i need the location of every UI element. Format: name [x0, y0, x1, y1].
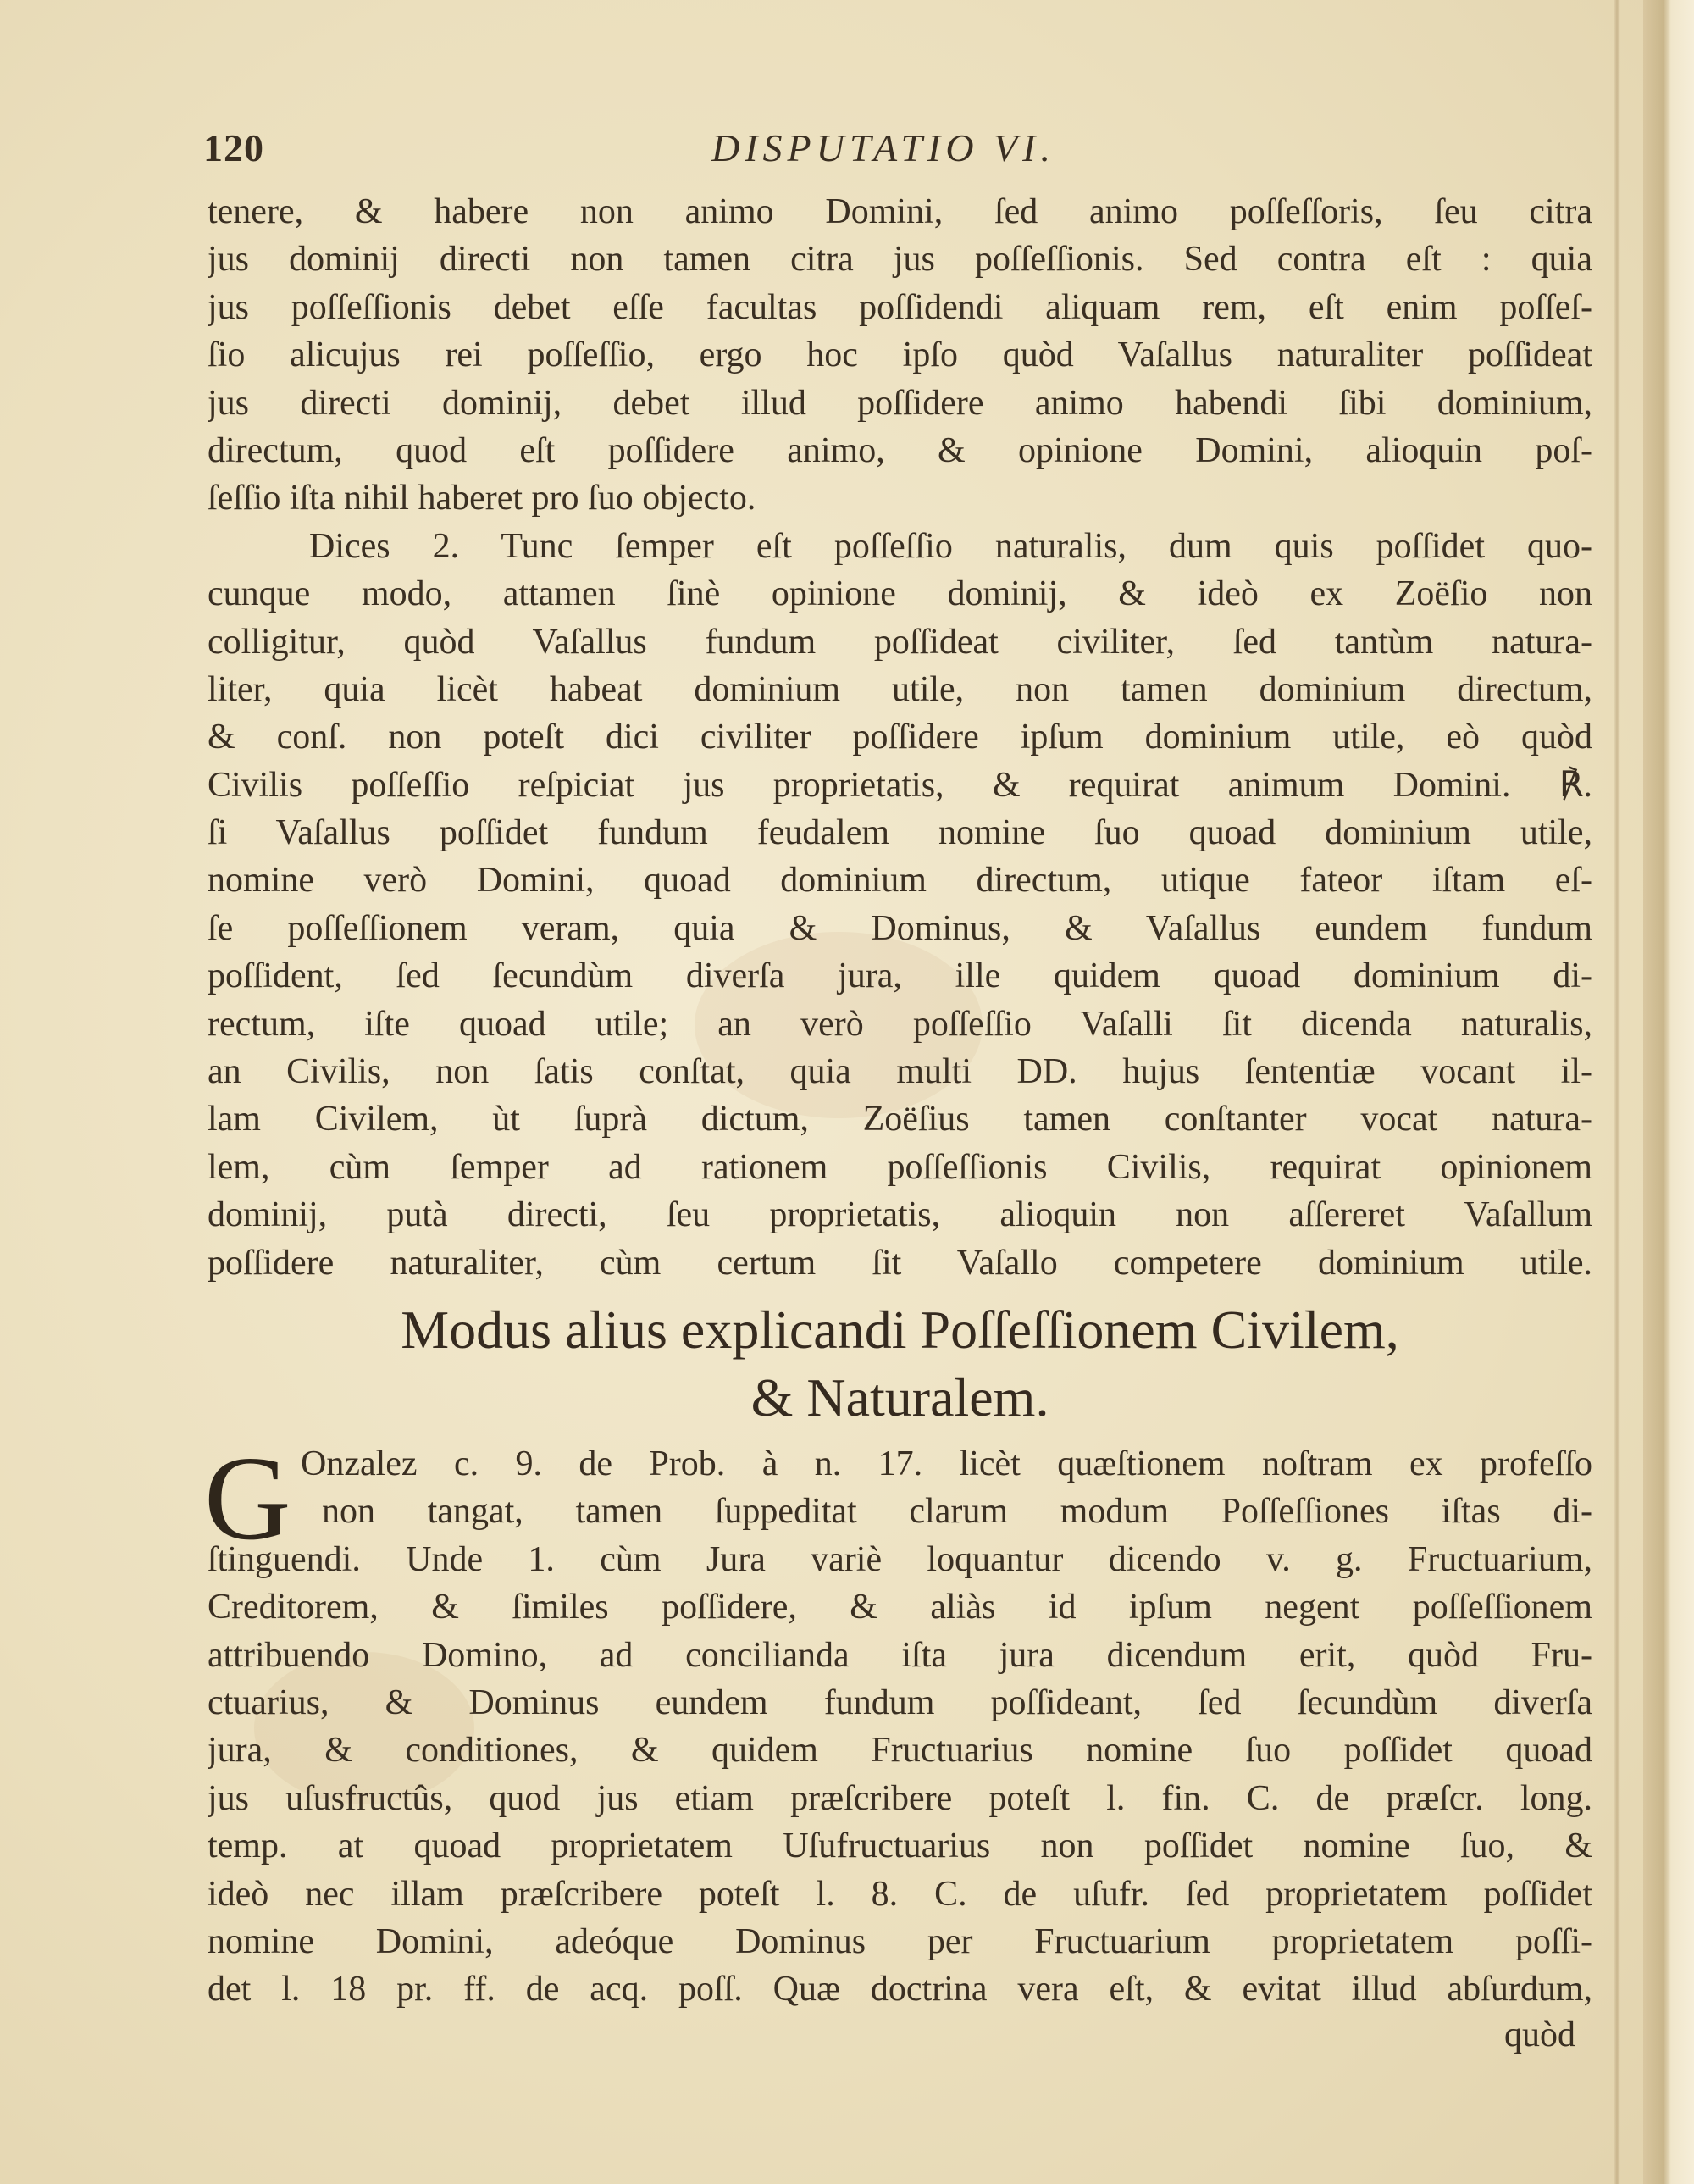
- section-heading-line-1: Modus alius explicandi Poſſeſſionem Civilem,: [401, 1300, 1399, 1360]
- text-line: poſſidere naturaliter, cùm certum ſit Vaſallo competere dominium utile.: [208, 1243, 1592, 1283]
- text-line: rectum, iſte quoad utile; an verò poſſeſſio Vaſalli ſit dicenda naturalis,: [208, 1004, 1592, 1044]
- text-line: ſi Vaſallus poſſidet fundum feudalem nomine ſuo quoad dominium utile,: [208, 813, 1592, 853]
- text-line: ſio alicujus rei poſſeſſio, ergo hoc ipſo quòd Vaſallus naturaliter poſſideat: [208, 335, 1592, 375]
- text-line: nomine verò Domini, quoad dominium directum, utique fateor iſtam eſ-: [208, 861, 1592, 901]
- section-heading: [208, 1296, 1592, 1432]
- running-head: DISPUTATIO VI.: [711, 126, 1055, 169]
- text-line: Creditorem, & ſimiles poſſidere, & aliàs id ipſum negent poſſeſſionem: [208, 1588, 1592, 1627]
- text-line: directum, quod eſt poſſidere animo, & opinione Domini, alioquin poſ-: [208, 430, 1592, 470]
- text-line: nomine Domini, adeóque Dominus per Fructuarium proprietatem poſſi-: [208, 1921, 1592, 1961]
- text-line: ctuarius, & Dominus eundem fundum poſſideant, ſed ſecundùm diverſa: [208, 1682, 1592, 1722]
- text-line: ſeſſio iſta nihil haberet pro ſuo objecto.: [208, 479, 756, 518]
- text-line: lam Civilem, ùt ſuprà dictum, Zoëſius tamen conſtanter vocat natura-: [208, 1100, 1592, 1139]
- text-line: liter, quia licèt habeat dominium utile, non tamen dominium directum,: [208, 669, 1592, 709]
- text-line: colligitur, quòd Vaſallus fundum poſſideat civiliter, ſed tantùm natura-: [208, 622, 1592, 662]
- page-gutter: [1643, 0, 1694, 2184]
- text-line: Dices 2. Tunc ſemper eſt poſſeſſio naturalis, dum quis poſſidet quo-: [309, 526, 1592, 566]
- text-line: ideò nec illam præſcribere poteſt l. 8. C. de uſufr. ſed proprietatem poſſidet: [208, 1874, 1592, 1914]
- text-line: an Civilis, non ſatis conſtat, quia multi DD. hujus ſententiæ vocant il-: [208, 1052, 1592, 1092]
- text-line: Onzalez c. 9. de Prob. à n. 17. licèt quæſtionem noſtram ex profeſſo: [301, 1444, 1592, 1483]
- text-line: tenere, & habere non animo Domini, ſed animo poſſeſſoris, ſeu citra: [208, 192, 1592, 231]
- text-line: ſe poſſeſſionem veram, quia & Dominus, & Vaſallus eundem fundum: [208, 908, 1592, 948]
- catchword: quòd: [1504, 2015, 1575, 2054]
- text-line: jus dominij directi non tamen citra jus poſſeſſionis. Sed contra eſt : quia: [208, 240, 1592, 280]
- text-line: Civilis poſſeſſio reſpiciat jus proprietatis, & requirat animum Domini. ℟.: [208, 765, 1592, 805]
- paragraph-block-2: [204, 1431, 1592, 2014]
- text-line: jus poſſeſſionis debet eſſe facultas poſſidendi aliquam rem, eſt enim poſſeſ-: [208, 287, 1592, 327]
- text-line: temp. at quoad proprietatem Uſufructuarius non poſſidet nomine ſuo, &: [208, 1826, 1592, 1866]
- text-line: dominij, putà directi, ſeu proprietatis, alioquin non aſſereret Vaſallum: [208, 1195, 1592, 1235]
- text-line: non tangat, tamen ſuppeditat clarum modum Poſſeſſiones iſtas di-: [322, 1492, 1592, 1532]
- text-line: jus directi dominij, debet illud poſſidere animo habendi ſibi dominium,: [208, 383, 1592, 423]
- text-line: & conſ. non poteſt dici civiliter poſſidere ipſum dominium utile, eò quòd: [208, 718, 1592, 757]
- text-line: ſtinguendi. Unde 1. cùm Jura variè loquantur dicendo v. g. Fructuarium,: [208, 1539, 1592, 1579]
- page-fold-line: [1614, 0, 1620, 2184]
- drop-cap-initial: G: [204, 1431, 291, 1565]
- section-heading-line-2: & Naturalem.: [750, 1367, 1049, 1427]
- page-header: [203, 125, 1592, 185]
- text-line: jus uſusfructûs, quod jus etiam præſcribere poteſt l. fin. C. de præſcr. long.: [208, 1778, 1592, 1818]
- paragraph-block-1: [208, 188, 1592, 1287]
- text-line: det l. 18 pr. ff. de acq. poſſ. Quæ doctrina vera eſt, & evitat illud abſurdum,: [208, 1970, 1592, 2009]
- text-line: poſſident, ſed ſecundùm diverſa jura, ille quidem quoad dominium di-: [208, 956, 1592, 996]
- text-line: jura, & conditiones, & quidem Fructuarius nomine ſuo poſſidet quoad: [208, 1731, 1592, 1771]
- page-number: 120: [203, 126, 264, 169]
- text-line: lem, cùm ſemper ad rationem poſſeſſionis Civilis, requirat opinionem: [208, 1147, 1592, 1187]
- text-line: attribuendo Domino, ad concilianda iſta jura dicendum erit, quòd Fru-: [208, 1635, 1592, 1675]
- text-line: cunque modo, attamen ſinè opinione dominij, & ideò ex Zoëſio non: [208, 574, 1592, 614]
